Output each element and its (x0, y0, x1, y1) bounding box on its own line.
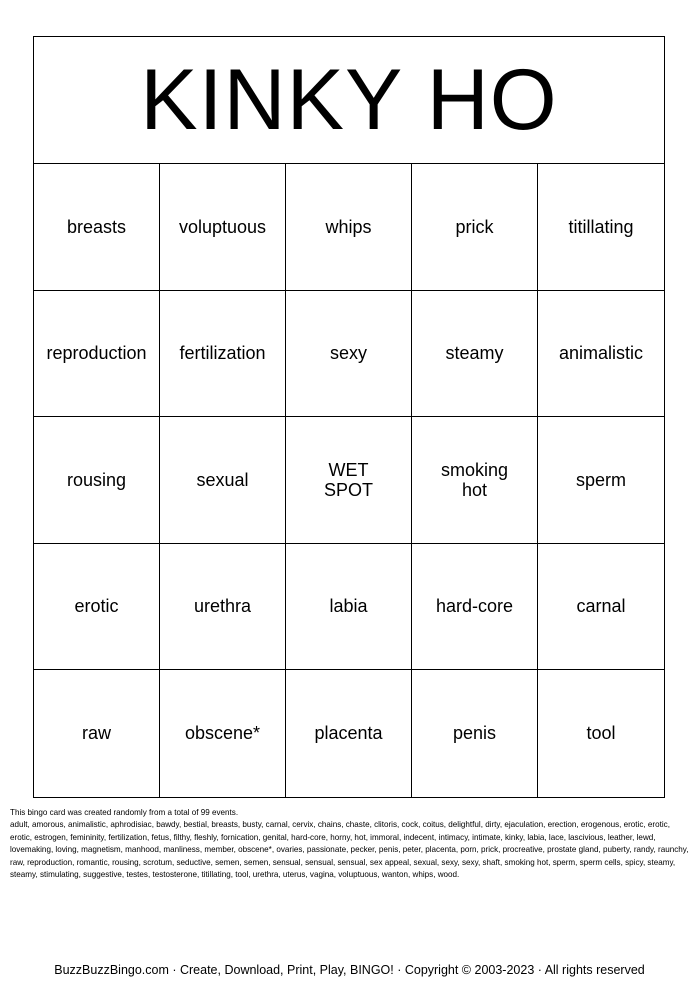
bingo-cell: fertilization (160, 291, 286, 418)
bingo-grid (34, 164, 664, 797)
bingo-cell: whips (286, 164, 412, 291)
bingo-cell: raw (34, 670, 160, 797)
bingo-cell: tool (586, 723, 616, 744)
bingo-cell: sexual (160, 417, 286, 544)
bingo-cell: carnal (538, 544, 664, 671)
card-info (10, 807, 690, 881)
bingo-cell: obscene* (160, 670, 286, 797)
bingo-cell: urethra (160, 544, 286, 671)
bingo-card (33, 36, 665, 798)
card-title: KINKY HO (34, 37, 664, 164)
bingo-cell: titillating (538, 164, 664, 291)
bingo-cell: steamy (412, 291, 538, 418)
bingo-cell: hard-core (412, 544, 538, 671)
bingo-cell: sexy (286, 291, 412, 418)
bingo-cell: breasts (34, 164, 160, 291)
bingo-cell: smoking hot (412, 417, 538, 544)
bingo-cell: reproduction (34, 291, 160, 418)
bingo-cell: erotic (34, 544, 160, 671)
bingo-cell-center: WET SPOT (286, 417, 412, 544)
bingo-cell: penis (412, 670, 538, 797)
bingo-cell: animalistic (538, 291, 664, 418)
bingo-cell: sperm (538, 417, 664, 544)
bingo-cell: labia (286, 544, 412, 671)
bingo-cell: placenta (286, 670, 412, 797)
footer-copyright: BuzzBuzzBingo.com · Create, Download, Print, Play, BINGO! · Copyright © 2003-2023 · All rights reserved (54, 963, 645, 977)
info-intro: This bingo card was created randomly from a total of 99 events. (10, 808, 239, 817)
bingo-cell: prick (412, 164, 538, 291)
bingo-cell: voluptuous (160, 164, 286, 291)
info-word-list: adult, amorous, animalistic, aphrodisiac, bawdy, bestial, breasts, busty, carnal, cervix, chains, chaste, clitoris, cock, coitus, delightful, dirty, ejaculation, erection, erogenous, erotic, erotic, erotic, estrogen, femininity, fertilization, fetus, filthy, fleshly, fornication, genital, hard-core, horny, hot, immoral, indecent, intimacy, intimate, kinky, labia, lace, lascivious, leather, lewd, lovemaking, loving, magnetism, manhood, manliness, member, obscene*, ovaries, passionate, pecker, penis, peter, placenta, porn, prick, procreative, prostate gland, puberty, randy, raunchy, raw, reproduction, romantic, rousing, scrotum, seductive, semen, semen, sensual, sensual, sensual, sex appeal, sexual, sexy, sexy, shaft, smoking hot, sperm, sperm cells, spicy, steamy, steamy, stimulating, suggestive, testes, testosterone, titillating, tool, urethra, uterus, vagina, voluptuous, wanton, whips, wood. (10, 820, 689, 880)
bingo-cell: rousing (34, 417, 160, 544)
